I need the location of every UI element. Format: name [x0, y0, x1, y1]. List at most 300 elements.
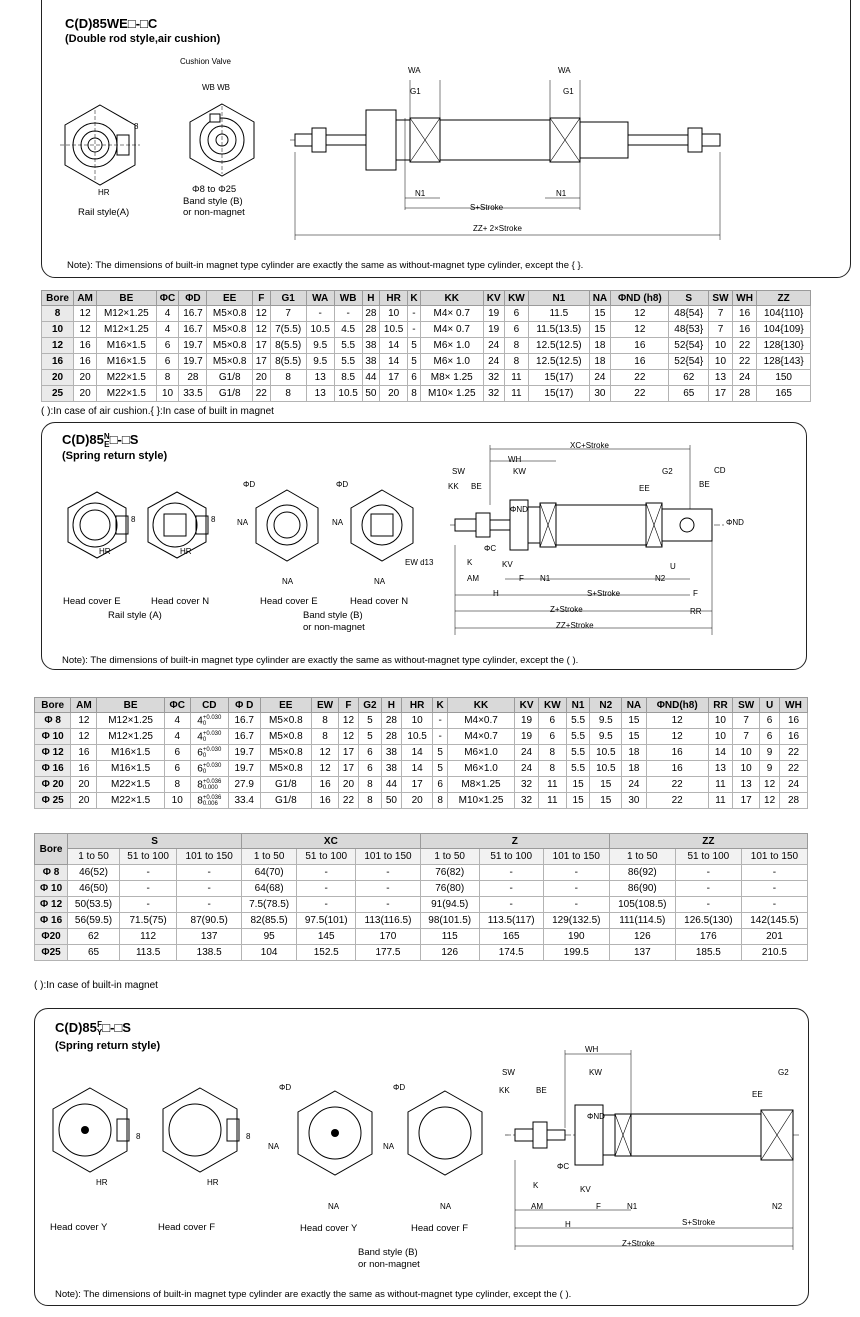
table-cell: 10: [708, 713, 733, 729]
table-cell: 16: [732, 322, 756, 338]
cd-tol-lower: 0.000: [202, 784, 218, 791]
s1-g1-left: G1: [410, 87, 421, 96]
s1-n1-right: N1: [556, 189, 567, 198]
table-cell: 12.5(12.5): [529, 354, 589, 370]
table-cell: 17: [252, 354, 270, 370]
table-cell: 104{109}: [757, 322, 811, 338]
table-cell: Φ 12: [35, 897, 68, 913]
table-cell: 15: [590, 777, 622, 793]
s3-band-style: Band style (B): [358, 1247, 418, 1258]
table-cell: 14: [708, 745, 733, 761]
s3-s: S+Stroke: [682, 1218, 716, 1227]
table-cell: G1/8: [207, 386, 253, 402]
table-row: [42, 306, 811, 322]
table-cell: 24: [622, 777, 647, 793]
table-cell: 9: [760, 761, 780, 777]
table-cell: 97.5(101): [297, 913, 356, 929]
table-cell: Φ 16: [35, 913, 68, 929]
s3-phid1: ΦD: [279, 1083, 292, 1092]
table3-group-header: ZZ: [609, 834, 807, 849]
table2-header: EE: [260, 698, 312, 713]
table-cell: -: [675, 897, 741, 913]
s2-phid2: ΦD: [336, 480, 349, 489]
table-cell: 16: [71, 745, 97, 761]
table-cell: 5.5: [334, 354, 362, 370]
table-cell: 7: [733, 729, 760, 745]
table-double-rod-dims: [41, 290, 811, 402]
table-cell: M5×0.8: [260, 761, 312, 777]
table-cell: 38: [381, 745, 401, 761]
table1-header: Bore: [42, 291, 74, 306]
table1-header: BE: [97, 291, 156, 306]
table-cell: 19: [483, 306, 504, 322]
table-cell: M8× 1.25: [420, 370, 483, 386]
s3-hr1: HR: [96, 1178, 108, 1187]
table-cell: 19: [483, 322, 504, 338]
table1-header: HR: [380, 291, 408, 306]
s2-band-style: Band style (B): [303, 610, 363, 621]
table-cell: 126.5(130): [675, 913, 741, 929]
table1-header: K: [408, 291, 421, 306]
table2-header: Bore: [35, 698, 71, 713]
table-cell: 22: [611, 370, 669, 386]
table-cell: 33.5: [179, 386, 207, 402]
s2-hr1: HR: [99, 547, 111, 556]
table-cell: 50(53.5): [68, 897, 120, 913]
table-cell: 137: [177, 929, 242, 945]
table-cell: 6: [156, 338, 179, 354]
cushion-valve-label: Cushion Valve: [180, 57, 231, 66]
table-row: [35, 777, 808, 793]
head-cover-e-rail: [62, 490, 132, 560]
table-cell: 8: [164, 777, 190, 793]
table-cell: 22: [339, 793, 359, 809]
table-cell: 12: [71, 729, 97, 745]
table-cell: [190, 761, 228, 777]
s3-kw: KW: [589, 1068, 602, 1077]
table2-header: N1: [566, 698, 590, 713]
table-cell: 56(59.5): [68, 913, 120, 929]
s2-wh: WH: [508, 455, 522, 464]
table-cell: 22: [252, 386, 270, 402]
table-cell: 7: [709, 306, 733, 322]
table-cell: 113.5: [119, 945, 176, 961]
table-cell: 22: [732, 338, 756, 354]
table-cell: -: [119, 897, 176, 913]
s1-band-style-2: Band style (B): [183, 196, 243, 207]
table-cell: 24: [589, 370, 611, 386]
table-cell: -: [741, 865, 807, 881]
table-cell: 10: [733, 745, 760, 761]
table-cell: 177.5: [356, 945, 421, 961]
table-cell: 38: [362, 354, 380, 370]
section1-subtitle: (Double rod style,air cushion): [65, 33, 221, 45]
table-row: [42, 322, 811, 338]
table1-header: ZZ: [757, 291, 811, 306]
section1-note: Note): The dimensions of built-in magnet type cylinder are exactly the same as without-magnet type cylinder, except the { }.: [67, 260, 584, 271]
s3-na4: NA: [440, 1202, 452, 1211]
cd-value: 6: [197, 747, 203, 759]
table-cell: 4: [156, 322, 179, 338]
s3-b8b: 8: [246, 1132, 251, 1141]
table-cell: M5×0.8: [260, 729, 312, 745]
table-cell: 16: [71, 761, 97, 777]
s2-g2: G2: [662, 467, 673, 476]
table3-footnote: ( ):In case of built-in magnet: [34, 980, 158, 991]
table-cell: M22×1.5: [97, 777, 164, 793]
s1-b8-label: 8: [134, 122, 139, 131]
table2-header: K: [433, 698, 447, 713]
table-cell: 9.5: [590, 713, 622, 729]
table-cell: 8: [42, 306, 74, 322]
table-cell: 6: [408, 370, 421, 386]
table-cell: 22: [732, 354, 756, 370]
table-cell: -: [297, 881, 356, 897]
wb-wb-label: WB WB: [202, 83, 230, 92]
table-cell: 16.7: [179, 306, 207, 322]
table-cell: 8: [504, 338, 528, 354]
table-cell: 128{143}: [757, 354, 811, 370]
s2-u: U: [670, 562, 676, 571]
s1-band-style-3: or non-magnet: [183, 207, 245, 218]
table-cell: 5: [433, 745, 447, 761]
table1-header: ΦD: [179, 291, 207, 306]
table-cell: 190: [543, 929, 609, 945]
table-cell: 8: [538, 745, 566, 761]
table-cell: 8: [358, 793, 381, 809]
table-cell: 10.5: [401, 729, 433, 745]
table-cell: -: [741, 897, 807, 913]
s3-sw: SW: [502, 1068, 515, 1077]
s2-ee: EE: [639, 484, 650, 493]
table-cell: 10.5: [334, 386, 362, 402]
table-row: [35, 745, 808, 761]
table-spring-return-dims: [34, 697, 808, 809]
table-cell: 20: [339, 777, 359, 793]
table3-range-header: 51 to 100: [119, 849, 176, 865]
table1-header: KW: [504, 291, 528, 306]
table-cell: M5×0.8: [207, 354, 253, 370]
table-cell: 126: [609, 929, 675, 945]
table2-header: NA: [622, 698, 647, 713]
table3-group-header: S: [68, 834, 242, 849]
table-cell: 13: [708, 761, 733, 777]
table-cell: -: [177, 897, 242, 913]
cd-tol-upper: +0.036: [202, 778, 222, 785]
table-cell: 22: [780, 745, 808, 761]
s2-kv: KV: [502, 560, 513, 569]
table-cell: 8: [312, 713, 339, 729]
table-cell: 6: [358, 761, 381, 777]
table-cell: -: [297, 897, 356, 913]
table-cell: -: [433, 729, 447, 745]
table-row: [35, 929, 808, 945]
table-cell: Φ20: [35, 929, 68, 945]
table2-header: F: [339, 698, 359, 713]
table-cell: 6: [358, 745, 381, 761]
table2-header: ΦC: [164, 698, 190, 713]
table-cell: 20: [252, 370, 270, 386]
table-cell: 32: [515, 777, 539, 793]
table-cell: 15(17): [529, 386, 589, 402]
table-cell: -: [433, 713, 447, 729]
s3-z: Z+Stroke: [622, 1239, 655, 1248]
table2-header: N2: [590, 698, 622, 713]
s3-kk: KK: [499, 1086, 510, 1095]
table-cell: 5: [433, 761, 447, 777]
s3-h: H: [565, 1220, 571, 1229]
section2-subtitle: (Spring return style): [62, 450, 168, 462]
table-cell: 27.9: [228, 777, 260, 793]
table-cell: M6× 1.0: [420, 338, 483, 354]
table-cell: 5.5: [566, 729, 590, 745]
s3-phid2: ΦD: [393, 1083, 406, 1092]
table-cell: 13: [709, 370, 733, 386]
table-cell: 19.7: [179, 354, 207, 370]
table-cell: 12: [252, 306, 270, 322]
table-cell: 7: [709, 322, 733, 338]
section3-note: Note): The dimensions of built-in magnet type cylinder are exactly the same as without-magnet type cylinder, except the ( ).: [55, 1289, 572, 1300]
table-cell: 14: [380, 354, 408, 370]
table-cell: -: [408, 306, 421, 322]
table-cell: 16.7: [228, 729, 260, 745]
table-cell: Φ 10: [35, 729, 71, 745]
table-cell: 17: [252, 338, 270, 354]
table-cell: -: [675, 881, 741, 897]
table-cell: M6×1.0: [447, 761, 514, 777]
table-cell: M16×1.5: [97, 338, 156, 354]
table-cell: 199.5: [543, 945, 609, 961]
s2-f2: F: [693, 589, 698, 598]
table-cell: 30: [622, 793, 647, 809]
s2-rail-style: Rail style (A): [108, 610, 162, 621]
s2-f: F: [519, 574, 524, 583]
table-cell: G1/8: [207, 370, 253, 386]
table-cell: 7.5(78.5): [241, 897, 296, 913]
head-cover-y-band: [290, 1088, 380, 1178]
table-cell: 6: [760, 729, 780, 745]
table-cell: 12: [646, 729, 708, 745]
s2-rr: RR: [690, 607, 702, 616]
s2-phid1: ΦD: [243, 480, 256, 489]
table-cell: 14: [401, 761, 433, 777]
cd-tol-lower: 0.006: [202, 800, 218, 807]
cd-tolerance: [203, 795, 222, 807]
table-cell: 8.5: [334, 370, 362, 386]
table-row: [35, 865, 808, 881]
section3-subtitle: (Spring return style): [55, 1040, 161, 1052]
table-cell: 65: [68, 945, 120, 961]
section2-title: C(D)85N E□-□S: [62, 431, 139, 449]
table-cell: 33.4: [228, 793, 260, 809]
table-cell: 22: [780, 761, 808, 777]
table2-header: H: [381, 698, 401, 713]
table-cell: 12: [74, 306, 97, 322]
table-cell: 12: [760, 777, 780, 793]
table-cell: 11.5(13.5): [529, 322, 589, 338]
table-cell: 16: [611, 338, 669, 354]
table-cell: 8: [270, 386, 306, 402]
table-cell: Φ 25: [35, 793, 71, 809]
table-cell: 4: [156, 306, 179, 322]
section3-title: C(D)85F Y□-□S: [55, 1019, 131, 1037]
table-cell: 86(90): [609, 881, 675, 897]
table-cell: 16: [42, 354, 74, 370]
s3-ee: EE: [752, 1090, 763, 1099]
table-cell: 86(92): [609, 865, 675, 881]
table-cell: 32: [483, 386, 504, 402]
s2-be2: BE: [699, 480, 710, 489]
table-cell: 12: [312, 745, 339, 761]
s3-c: ΦC: [557, 1162, 570, 1171]
table-row: [35, 897, 808, 913]
s3-head-cover-f2: Head cover F: [411, 1223, 469, 1234]
table-cell: M22×1.5: [97, 370, 156, 386]
table-cell: 12: [611, 306, 669, 322]
table-cell: 17: [401, 777, 433, 793]
table3-range-header: 1 to 50: [241, 849, 296, 865]
table-cell: 11: [708, 777, 733, 793]
s3-f: F: [596, 1202, 601, 1211]
table-cell: 6: [504, 322, 528, 338]
table-cell: 12: [646, 713, 708, 729]
section2-note: Note): The dimensions of built-in magnet type cylinder are exactly the same as without-magnet type cylinder, except the ( ).: [62, 655, 579, 666]
table3-range-header: 101 to 150: [177, 849, 242, 865]
table-cell: 10: [708, 729, 733, 745]
table1-header: G1: [270, 291, 306, 306]
table-cell: M5×0.8: [207, 306, 253, 322]
table1-header: WB: [334, 291, 362, 306]
s2-hr2: HR: [180, 547, 192, 556]
table-cell: -: [297, 865, 356, 881]
table-cell: 20: [71, 793, 97, 809]
table-cell: Φ 8: [35, 713, 71, 729]
rail-style-end-view: [55, 100, 145, 190]
table-cell: 5.5: [334, 338, 362, 354]
table-cell: 20: [42, 370, 74, 386]
table-cell: 98(101.5): [420, 913, 479, 929]
table2-header: RR: [708, 698, 733, 713]
table3-range-header: 101 to 150: [741, 849, 807, 865]
table-cell: M22×1.5: [97, 793, 164, 809]
table-cell: 46(50): [68, 881, 120, 897]
table-cell: 16: [780, 713, 808, 729]
table-cell: 25: [42, 386, 74, 402]
table-cell: -: [177, 865, 242, 881]
double-rod-side-view: [290, 80, 730, 240]
table-cell: 16: [611, 354, 669, 370]
head-cover-e-band: [250, 488, 325, 563]
s3-non-magnet: or non-magnet: [358, 1259, 420, 1270]
s2-non-magnet: or non-magnet: [303, 622, 365, 633]
table-cell: -: [543, 865, 609, 881]
table3-range-header: 1 to 50: [68, 849, 120, 865]
table-cell: 8: [312, 729, 339, 745]
table-cell: 17: [733, 793, 760, 809]
table-cell: 11.5: [529, 306, 589, 322]
s2-b8b: 8: [211, 515, 216, 524]
table1-header: H: [362, 291, 380, 306]
table-cell: 12: [252, 322, 270, 338]
table-cell: 17: [709, 386, 733, 402]
table-cell: 5.5: [566, 745, 590, 761]
table-cell: M4×0.7: [447, 729, 514, 745]
table-cell: 12: [339, 729, 359, 745]
s3-head-cover-f: Head cover F: [158, 1222, 216, 1233]
table-cell: 15: [589, 306, 611, 322]
table-cell: 9: [760, 745, 780, 761]
table-cell: 48{53}: [669, 322, 709, 338]
s2-n2: N2: [655, 574, 666, 583]
table-cell: 5.5: [566, 761, 590, 777]
table-cell: M4× 0.7: [420, 306, 483, 322]
table3-range-header: 51 to 100: [297, 849, 356, 865]
table-cell: 46(52): [68, 865, 120, 881]
table-cell: 16: [646, 761, 708, 777]
table-cell: 28: [179, 370, 207, 386]
s2-b8a: 8: [131, 515, 136, 524]
table-cell: 28: [732, 386, 756, 402]
table-stroke-dims: [34, 833, 808, 961]
table-row: [35, 793, 808, 809]
table-cell: 8: [156, 370, 179, 386]
table-cell: 12: [42, 338, 74, 354]
table-cell: 19.7: [228, 761, 260, 777]
table-cell: 15: [590, 793, 622, 809]
table-cell: 24: [515, 745, 539, 761]
cd-tol-lower: 0: [202, 752, 207, 759]
table-cell: 95: [241, 929, 296, 945]
section1-title: C(D)85WE□-□C: [65, 16, 158, 31]
table-cell: 152.5: [297, 945, 356, 961]
table-cell: M12×1.25: [97, 306, 156, 322]
table3-range-header: 101 to 150: [356, 849, 421, 865]
s3-kv: KV: [580, 1185, 591, 1194]
table-cell: 129(132.5): [543, 913, 609, 929]
s2-xc: XC+Stroke: [570, 441, 609, 450]
table-cell: -: [334, 306, 362, 322]
table-cell: 87(90.5): [177, 913, 242, 929]
table-cell: M6×1.0: [447, 745, 514, 761]
table-cell: 6: [164, 745, 190, 761]
table1-footnote: ( ):In case of air cushion.{ }:In case of built in magnet: [41, 406, 274, 417]
s3-hr2: HR: [207, 1178, 219, 1187]
head-cover-n-rail: [142, 490, 212, 560]
table-cell: 6: [538, 713, 566, 729]
table-cell: 19.7: [179, 338, 207, 354]
table-cell: M8×1.25: [447, 777, 514, 793]
cd-tol-lower: 0: [202, 768, 207, 775]
head-cover-y-rail: [45, 1085, 135, 1175]
table-cell: 32: [483, 370, 504, 386]
table-cell: M5×0.8: [207, 322, 253, 338]
table1-header: F: [252, 291, 270, 306]
table-cell: 7: [270, 306, 306, 322]
table-cell: [190, 793, 228, 809]
table-cell: 16: [74, 354, 97, 370]
table-cell: 111(114.5): [609, 913, 675, 929]
table-cell: 76(80): [420, 881, 479, 897]
table-cell: 7: [733, 713, 760, 729]
s2-zz: ZZ+Stroke: [556, 621, 594, 630]
spring-return-fy-side-view: [505, 1050, 805, 1250]
table-row: [35, 945, 808, 961]
table-cell: 6: [504, 306, 528, 322]
table-cell: -: [675, 865, 741, 881]
table-cell: 4: [164, 713, 190, 729]
table-cell: M5×0.8: [260, 745, 312, 761]
s1-n1-left: N1: [415, 189, 426, 198]
